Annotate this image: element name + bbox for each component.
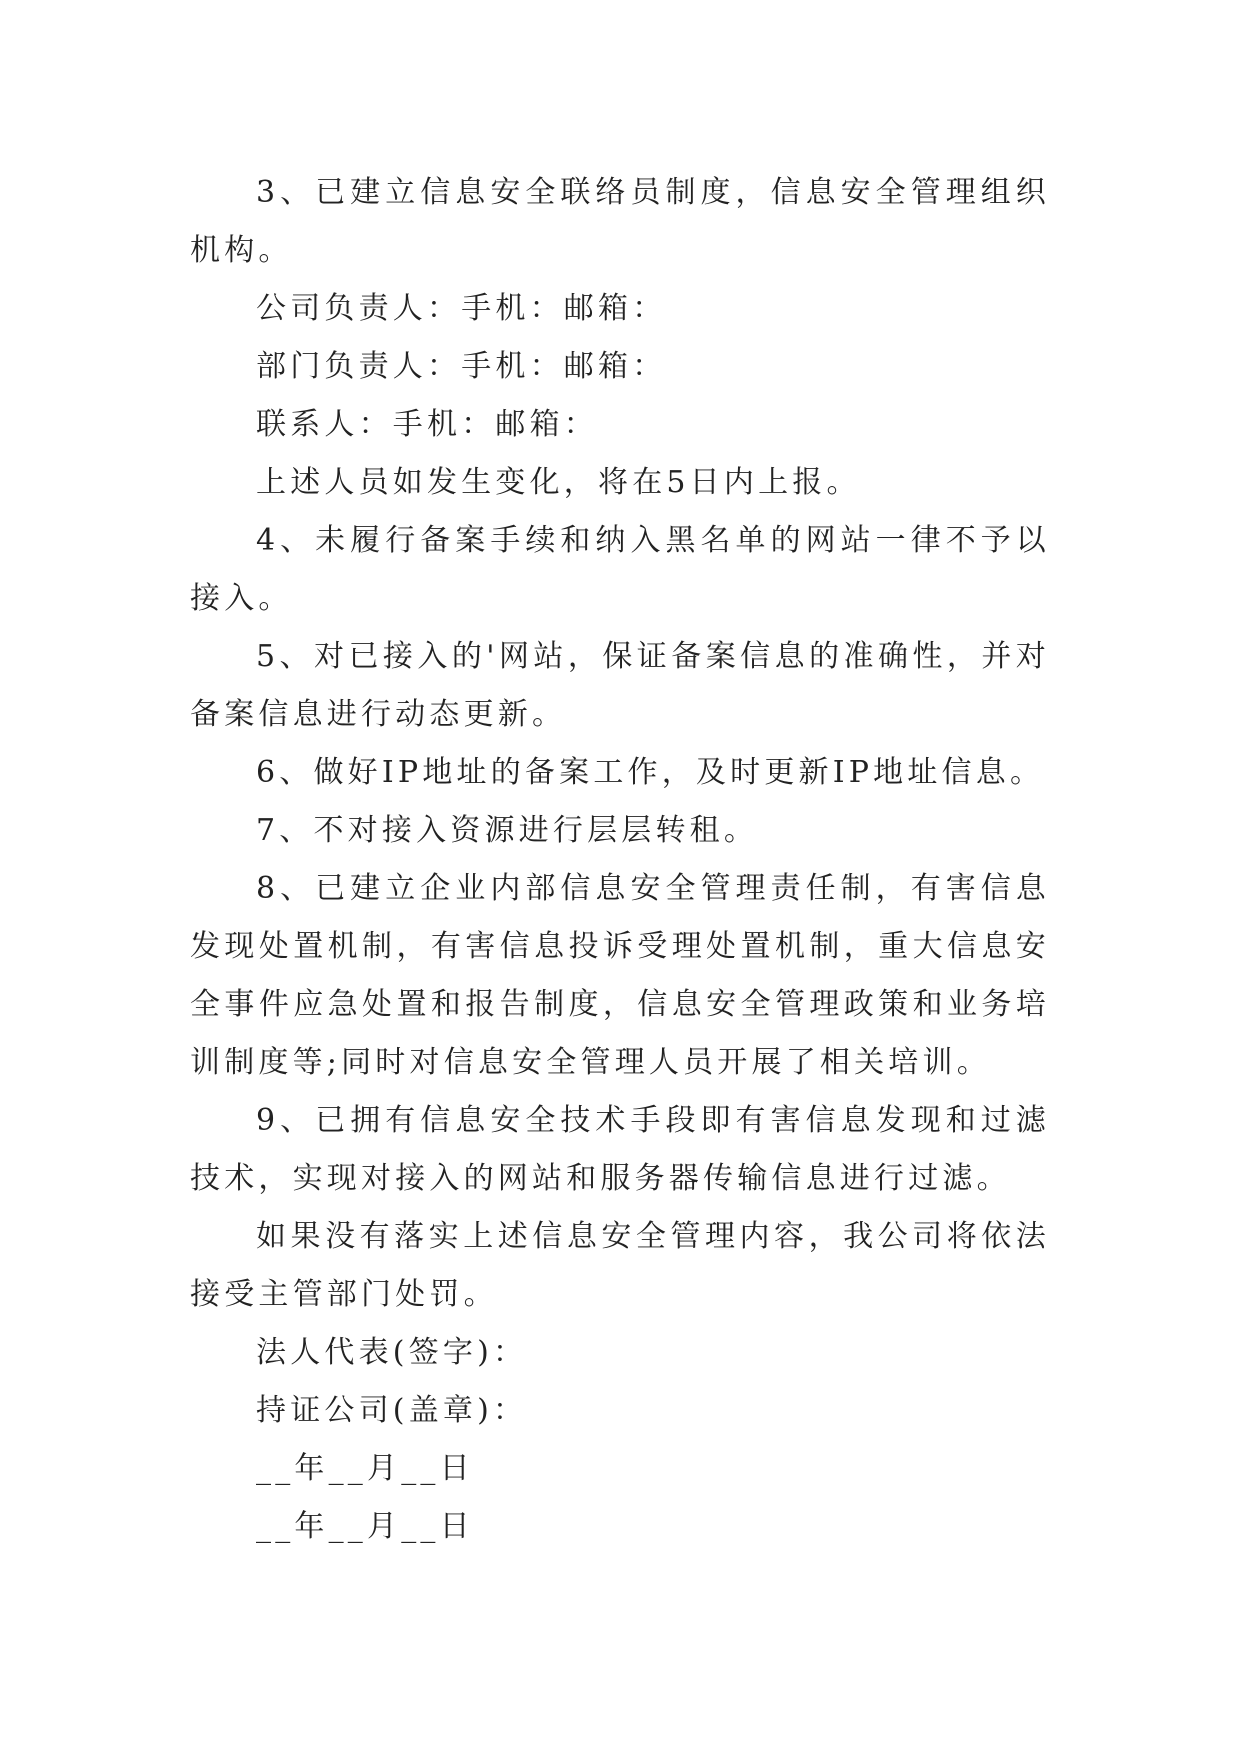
paragraph-item-8: 8、已建立企业内部信息安全管理责任制，有害信息发现处置机制，有害信息投诉受理处置机制，重大信息安全事件应急处置和报告制度，信息安全管理政策和业务培训制度等;同时对信息安全管理人员开展了相关培训。: [190, 871, 1050, 1080]
paragraph-item-4: 4、未履行备案手续和纳入黑名单的网站一律不予以接入。: [190, 523, 1050, 616]
date-line-1: __年__月__日: [256, 1451, 474, 1486]
company-seal: 持证公司(盖章)：: [256, 1393, 528, 1428]
paragraph-item-6: 6、做好IP地址的备案工作，及时更新IP地址信息。: [256, 755, 1045, 790]
contact-person: 联系人：手机：邮箱：: [256, 407, 598, 442]
legal-representative-signature: 法人代表(签字)：: [256, 1335, 528, 1370]
change-report-note: 上述人员如发生变化，将在5日内上报。: [256, 465, 861, 500]
paragraph-item-9: 9、已拥有信息安全技术手段即有害信息发现和过滤技术，实现对接入的网站和服务器传输信息进行过滤。: [190, 1103, 1050, 1196]
paragraph-item-5: 5、对已接入的'网站，保证备案信息的准确性，并对备案信息进行动态更新。: [190, 639, 1050, 732]
date-line-2: __年__月__日: [256, 1509, 474, 1544]
document-body: [190, 164, 1050, 1556]
paragraph-item-7: 7、不对接入资源进行层层转租。: [256, 813, 759, 848]
department-head-contact: 部门负责人：手机：邮箱：: [256, 349, 667, 384]
company-head-contact: 公司负责人：手机：邮箱：: [256, 291, 667, 326]
penalty-statement: 如果没有落实上述信息安全管理内容，我公司将依法接受主管部门处罚。: [190, 1219, 1050, 1312]
paragraph-item-3: 3、已建立信息安全联络员制度，信息安全管理组织机构。: [190, 175, 1050, 268]
